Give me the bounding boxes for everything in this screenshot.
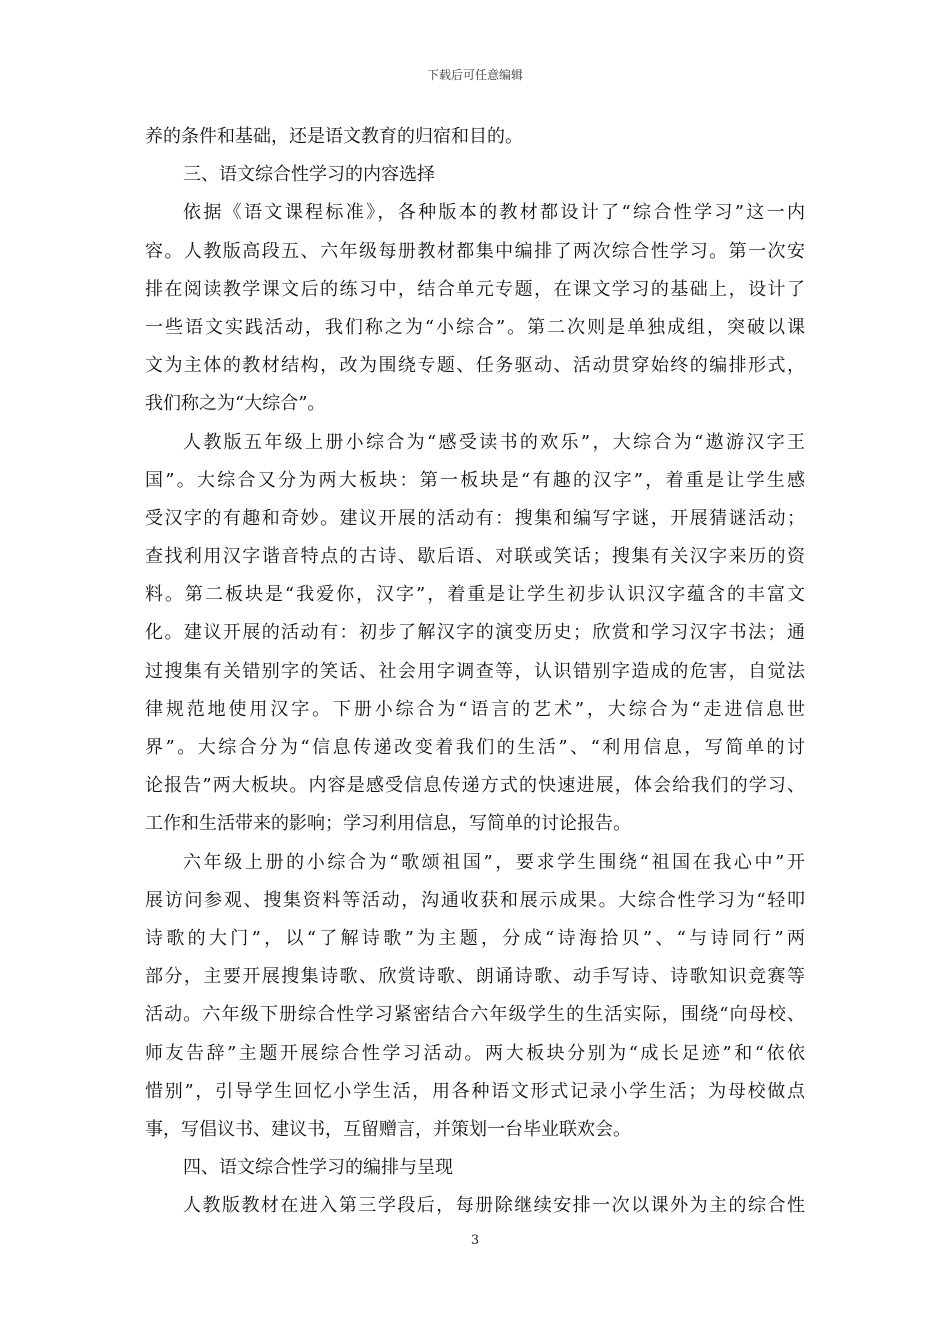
- text-line: 人教版教材在进入第三学段后，每册除继续安排一次以课外为主的综合性: [183, 1195, 805, 1217]
- text-line: 人教版五年级上册小综合为“感受读书的欢乐”，大综合为“遨游汉字王: [183, 431, 805, 453]
- text-line: 受汉字的有趣和奇妙。建议开展的活动有：搜集和编写字谜，开展猜谜活动；: [145, 507, 805, 529]
- text-line: 化。建议开展的活动有：初步了解汉字的演变历史；欣赏和学习汉字书法；通: [145, 622, 805, 644]
- text-line: 料。第二板块是“我爱你，汉字”，着重是让学生初步认识汉字蕴含的丰富文: [145, 584, 805, 606]
- text-line: 四、语文综合性学习的编排与呈现: [183, 1157, 453, 1179]
- text-line: 国”。大综合又分为两大板块：第一板块是“有趣的汉字”，着重是让学生感: [145, 469, 805, 491]
- text-line: 我们称之为“大综合”。: [145, 393, 326, 415]
- text-line: 活动。六年级下册综合性学习紧密结合六年级学生的生活实际，围绕“向母校、: [145, 1004, 805, 1026]
- text-line: 律规范地使用汉字。下册小综合为“语言的艺术”，大综合为“走进信息世: [145, 698, 805, 720]
- text-line: 事，写倡议书、建议书，互留赠言，并策划一台毕业联欢会。: [145, 1118, 631, 1140]
- text-line: 师友告辞”主题开展综合性学习活动。两大板块分别为“成长足迹”和“依依: [145, 1042, 805, 1064]
- text-line: 一些语文实践活动，我们称之为“小综合”。第二次则是单独成组，突破以课: [145, 316, 805, 338]
- page-number: 3: [470, 1233, 480, 1248]
- text-line: 依据《语文课程标准》，各种版本的教材都设计了“综合性学习”这一内: [183, 202, 805, 224]
- text-line: 文为主体的教材结构，改为围绕专题、任务驱动、活动贯穿始终的编排形式，: [145, 355, 805, 377]
- page-header: 下载后可任意编辑: [426, 68, 523, 82]
- text-line: 展访问参观、搜集资料等活动，沟通收获和展示成果。大综合性学习为“轻叩: [145, 889, 805, 911]
- text-line: 界”。大综合分为“信息传递改变着我们的生活”、“利用信息，写简单的讨: [145, 737, 805, 758]
- text-line: 惜别”，引导学生回忆小学生活，用各种语文形式记录小学生活；为母校做点: [145, 1080, 805, 1102]
- text-line: 六年级上册的小综合为“歌颂祖国”，要求学生围绕“祖国在我心中”开: [183, 851, 805, 873]
- text-line: 三、语文综合性学习的内容选择: [183, 164, 435, 186]
- text-line: 部分，主要开展搜集诗歌、欣赏诗歌、朗诵诗歌、动手写诗、诗歌知识竞赛等: [145, 966, 805, 988]
- text-line: 诗歌的大门”，以“了解诗歌”为主题，分成“诗海拾贝”、“与诗同行”两: [145, 927, 805, 949]
- text-line: 论报告”两大板块。内容是感受信息传递方式的快速进展，体会给我们的学习、: [145, 775, 805, 797]
- text-line: 查找利用汉字谐音特点的古诗、歇后语、对联或笑话；搜集有关汉字来历的资: [145, 546, 805, 568]
- text-line: 排在阅读教学课文后的练习中，结合单元专题，在课文学习的基础上，设计了: [145, 278, 805, 300]
- text-line: 工作和生活带来的影响；学习利用信息，写简单的讨论报告。: [145, 813, 631, 835]
- text-line: 养的条件和基础，还是语文教育的归宿和目的。: [145, 126, 523, 147]
- text-line: 容。人教版高段五、六年级每册教材都集中编排了两次综合性学习。第一次安: [145, 240, 805, 262]
- text-line: 过搜集有关错别字的笑话、社会用字调查等，认识错别字造成的危害，自觉法: [145, 660, 805, 682]
- document-body: [145, 118, 805, 1225]
